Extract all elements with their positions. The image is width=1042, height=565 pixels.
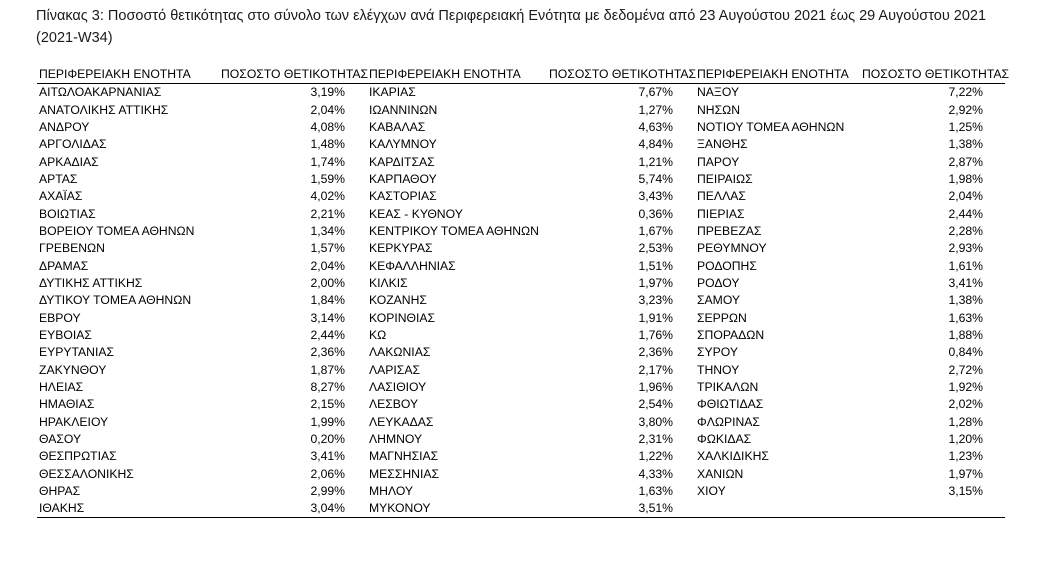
region-name: ΖΑΚΥΝΘΟΥ — [39, 362, 107, 377]
region-name: ΜΕΣΣΗΝΙΑΣ — [369, 466, 440, 481]
positivity-rate: 1,59% — [310, 171, 345, 186]
positivity-rate: 1,74% — [310, 154, 345, 169]
region-name: ΣΥΡΟΥ — [697, 345, 739, 360]
region-name: ΚΕΡΚΥΡΑΣ — [369, 241, 433, 256]
table-row — [37, 344, 1005, 361]
positivity-rate — [860, 500, 1005, 517]
table-row — [37, 326, 1005, 343]
positivity-rate: 2,21% — [310, 206, 345, 221]
region-name: ΘΗΡΑΣ — [39, 484, 81, 499]
region-header: ΠΕΡΙΦΕΡΕΙΑΚΗ ΕΝΟΤΗΤΑ — [37, 66, 219, 84]
positivity-rate: 2,44% — [310, 327, 345, 342]
positivity-rate: 2,02% — [948, 397, 983, 412]
table-row — [37, 118, 1005, 135]
positivity-rate: 1,97% — [948, 466, 983, 481]
positivity-rate: 1,99% — [310, 414, 345, 429]
positivity-rate: 1,67% — [638, 223, 673, 238]
region-name: ΛΑΡΙΣΑΣ — [369, 362, 420, 377]
region-name: ΚΑΒΑΛΑΣ — [369, 119, 426, 134]
positivity-rate: 2,93% — [948, 241, 983, 256]
positivity-rate: 4,84% — [638, 137, 673, 152]
table-row — [37, 257, 1005, 274]
region-name: ΛΕΥΚΑΔΑΣ — [369, 414, 434, 429]
positivity-rate: 2,28% — [948, 223, 983, 238]
positivity-rate: 2,00% — [310, 275, 345, 290]
positivity-rate: 3,51% — [547, 500, 695, 517]
region-name: ΡΟΔΟΥ — [697, 275, 740, 290]
positivity-rate: 1,76% — [638, 327, 673, 342]
positivity-rate: 2,36% — [638, 345, 673, 360]
positivity-rate: 1,63% — [948, 310, 983, 325]
positivity-rate: 1,48% — [310, 137, 345, 152]
positivity-header: ΠΟΣΟΣΤΟ ΘΕΤΙΚΟΤΗΤΑΣ — [219, 66, 367, 84]
header-row — [37, 66, 1005, 84]
positivity-rate: 3,15% — [948, 484, 983, 499]
positivity-rate: 2,36% — [310, 345, 345, 360]
positivity-rate: 1,98% — [948, 171, 983, 186]
region-header: ΠΕΡΙΦΕΡΕΙΑΚΗ ΕΝΟΤΗΤΑ — [695, 66, 860, 84]
positivity-rate: 1,51% — [638, 258, 673, 273]
region-name: ΚΕΦΑΛΛΗΝΙΑΣ — [369, 258, 456, 273]
region-header: ΠΕΡΙΦΕΡΕΙΑΚΗ ΕΝΟΤΗΤΑ — [367, 66, 547, 84]
region-name: ΦΛΩΡΙΝΑΣ — [697, 414, 760, 429]
region-name: ΧΙΟΥ — [697, 484, 726, 499]
region-name: ΘΕΣΠΡΩΤΙΑΣ — [39, 449, 117, 464]
region-name: ΑΡΓΟΛΙΔΑΣ — [39, 137, 107, 152]
positivity-rate: 3,41% — [310, 449, 345, 464]
region-name: ΕΥΒΟΙΑΣ — [39, 327, 92, 342]
positivity-rate: 1,38% — [948, 293, 983, 308]
table-body — [37, 84, 1005, 518]
table-row — [37, 378, 1005, 395]
positivity-rate: 2,17% — [638, 362, 673, 377]
region-name: ΔΡΑΜΑΣ — [39, 258, 89, 273]
region-name — [695, 500, 860, 517]
table-row — [37, 205, 1005, 222]
region-name: ΗΜΑΘΙΑΣ — [39, 397, 95, 412]
positivity-rate: 2,92% — [948, 102, 983, 117]
positivity-rate: 1,25% — [948, 119, 983, 134]
positivity-rate: 1,38% — [948, 137, 983, 152]
positivity-table — [37, 66, 1010, 518]
region-name: ΧΑΛΚΙΔΙΚΗΣ — [697, 449, 769, 464]
positivity-rate: 1,87% — [310, 362, 345, 377]
region-name: ΝΑΞΟΥ — [697, 85, 740, 100]
positivity-rate: 8,27% — [310, 380, 345, 395]
region-name: ΚΕΑΣ - ΚΥΘΝΟΥ — [369, 206, 463, 221]
region-name: ΗΡΑΚΛΕΙΟΥ — [39, 414, 109, 429]
positivity-rate: 3,43% — [638, 189, 673, 204]
region-name: ΚΕΝΤΡΙΚΟΥ ΤΟΜΕΑ ΑΘΗΝΩΝ — [369, 223, 539, 238]
table-caption: Πίνακας 3: Ποσοστό θετικότητας στο σύνολο των ελέγχων ανά Περιφερειακή Ενότητα με δεδομένα από 23 Αυγούστου 2021 έως 29 Αυγούστου 2021 (2021-W34) — [36, 8, 987, 46]
table-row — [37, 136, 1005, 153]
positivity-header: ΠΟΣΟΣΤΟ ΘΕΤΙΚΟΤΗΤΑΣ — [547, 66, 695, 84]
region-name: ΚΙΛΚΙΣ — [369, 275, 408, 290]
table-row — [37, 361, 1005, 378]
region-name: ΘΑΣΟΥ — [39, 432, 82, 447]
region-name: ΝΟΤΙΟΥ ΤΟΜΕΑ ΑΘΗΝΩΝ — [697, 119, 845, 134]
positivity-rate: 3,14% — [310, 310, 345, 325]
region-name: ΤΗΝΟΥ — [697, 362, 740, 377]
region-name: ΘΕΣΣΑΛΟΝΙΚΗΣ — [39, 466, 134, 481]
positivity-rate: 3,19% — [310, 85, 345, 100]
region-name: ΑΝΑΤΟΛΙΚΗΣ ΑΤΤΙΚΗΣ — [39, 102, 169, 117]
region-name: ΚΩ — [369, 327, 387, 342]
region-name: ΙΘΑΚΗΣ — [37, 500, 219, 517]
region-name: ΜΥΚΟΝΟΥ — [367, 500, 547, 517]
positivity-rate: 4,08% — [310, 119, 345, 134]
positivity-rate: 4,63% — [638, 119, 673, 134]
table-row — [37, 240, 1005, 257]
region-name: ΠΙΕΡΙΑΣ — [697, 206, 745, 221]
region-name: ΙΩΑΝΝΙΝΩΝ — [369, 102, 438, 117]
region-name: ΚΑΛΥΜΝΟΥ — [369, 137, 437, 152]
positivity-rate: 1,91% — [638, 310, 673, 325]
region-name: ΑΙΤΩΛΟΑΚΑΡΝΑΝΙΑΣ — [39, 85, 162, 100]
positivity-rate: 3,23% — [638, 293, 673, 308]
positivity-rate: 1,97% — [638, 275, 673, 290]
region-name: ΒΟΡΕΙΟΥ ΤΟΜΕΑ ΑΘΗΝΩΝ — [39, 223, 195, 238]
positivity-rate: 4,02% — [310, 189, 345, 204]
region-name: ΗΛΕΙΑΣ — [39, 380, 84, 395]
region-name: ΞΑΝΘΗΣ — [697, 137, 748, 152]
positivity-rate: 4,33% — [638, 466, 673, 481]
region-name: ΚΑΣΤΟΡΙΑΣ — [369, 189, 437, 204]
region-name: ΣΠΟΡΑΔΩΝ — [697, 327, 765, 342]
region-name: ΛΗΜΝΟΥ — [369, 432, 423, 447]
region-name: ΕΥΡΥΤΑΝΙΑΣ — [39, 345, 115, 360]
positivity-header: ΠΟΣΟΣΤΟ ΘΕΤΙΚΟΤΗΤΑΣ — [860, 66, 1005, 84]
region-name: ΛΑΣΙΘΙΟΥ — [369, 380, 427, 395]
positivity-rate: 2,04% — [310, 258, 345, 273]
table-row — [37, 309, 1005, 326]
region-name: ΑΧΑΪΑΣ — [39, 189, 83, 204]
positivity-rate: 7,67% — [638, 85, 673, 100]
table-row — [37, 222, 1005, 239]
region-name: ΠΕΛΛΑΣ — [697, 189, 746, 204]
positivity-rate: 2,53% — [638, 241, 673, 256]
region-name: ΠΑΡΟΥ — [697, 154, 740, 169]
positivity-rate: 3,80% — [638, 414, 673, 429]
positivity-rate: 1,21% — [638, 154, 673, 169]
positivity-rate: 1,34% — [310, 223, 345, 238]
region-name: ΚΑΡΔΙΤΣΑΣ — [369, 154, 435, 169]
region-name: ΣΕΡΡΩΝ — [697, 310, 747, 325]
positivity-rate: 2,31% — [638, 432, 673, 447]
positivity-rate: 1,96% — [638, 380, 673, 395]
region-name: ΜΗΛΟΥ — [369, 484, 414, 499]
table-row — [37, 413, 1005, 430]
positivity-rate: 1,61% — [948, 258, 983, 273]
region-name: ΜΑΓΝΗΣΙΑΣ — [369, 449, 439, 464]
region-name: ΕΒΡΟΥ — [39, 310, 81, 325]
positivity-rate: 1,22% — [638, 449, 673, 464]
table-row — [37, 482, 1005, 499]
table-row — [37, 500, 1005, 517]
table-row — [37, 188, 1005, 205]
region-name: ΛΕΣΒΟΥ — [369, 397, 419, 412]
positivity-rate: 1,88% — [948, 327, 983, 342]
region-name: ΧΑΝΙΩΝ — [697, 466, 744, 481]
table-row — [37, 292, 1005, 309]
positivity-rate: 7,22% — [948, 85, 983, 100]
positivity-rate: 2,15% — [310, 397, 345, 412]
positivity-rate: 3,41% — [948, 275, 983, 290]
positivity-rate: 1,28% — [948, 414, 983, 429]
positivity-rate: 1,84% — [310, 293, 345, 308]
region-name: ΚΟΖΑΝΗΣ — [369, 293, 427, 308]
region-name: ΤΡΙΚΑΛΩΝ — [697, 380, 759, 395]
region-name: ΑΡΚΑΔΙΑΣ — [39, 154, 99, 169]
region-name: ΡΕΘΥΜΝΟΥ — [697, 241, 767, 256]
table-row — [37, 170, 1005, 187]
positivity-rate: 1,92% — [948, 380, 983, 395]
positivity-rate: 1,23% — [948, 449, 983, 464]
positivity-rate: 2,04% — [948, 189, 983, 204]
table-row — [37, 153, 1005, 170]
region-name: ΙΚΑΡΙΑΣ — [369, 85, 416, 100]
table-row — [37, 84, 1005, 101]
table-row — [37, 448, 1005, 465]
positivity-rate: 0,36% — [638, 206, 673, 221]
positivity-rate: 2,04% — [310, 102, 345, 117]
region-name: ΚΟΡΙΝΘΙΑΣ — [369, 310, 436, 325]
table-row — [37, 430, 1005, 447]
positivity-rate: 2,87% — [948, 154, 983, 169]
table-row — [37, 101, 1005, 118]
region-name: ΒΟΙΩΤΙΑΣ — [39, 206, 96, 221]
table-row — [37, 274, 1005, 291]
region-name: ΝΗΣΩΝ — [697, 102, 741, 117]
region-name: ΣΑΜΟΥ — [697, 293, 741, 308]
region-name: ΠΡΕΒΕΖΑΣ — [697, 223, 762, 238]
positivity-rate: 5,74% — [638, 171, 673, 186]
positivity-rate: 2,72% — [948, 362, 983, 377]
positivity-rate: 3,04% — [219, 500, 367, 517]
region-name: ΦΘΙΩΤΙΔΑΣ — [697, 397, 764, 412]
positivity-rate: 2,99% — [310, 484, 345, 499]
region-name: ΠΕΙΡΑΙΩΣ — [697, 171, 753, 186]
region-name: ΓΡΕΒΕΝΩΝ — [39, 241, 105, 256]
positivity-rate: 0,20% — [310, 432, 345, 447]
region-name: ΦΩΚΙΔΑΣ — [697, 432, 752, 447]
table-row — [37, 465, 1005, 482]
region-name: ΑΝΔΡΟΥ — [39, 119, 90, 134]
region-name: ΛΑΚΩΝΙΑΣ — [369, 345, 431, 360]
region-name: ΚΑΡΠΑΘΟΥ — [369, 171, 437, 186]
positivity-rate: 1,57% — [310, 241, 345, 256]
positivity-rate: 2,44% — [948, 206, 983, 221]
positivity-rate: 1,20% — [948, 432, 983, 447]
positivity-rate: 0,84% — [948, 345, 983, 360]
region-name: ΔΥΤΙΚΗΣ ΑΤΤΙΚΗΣ — [39, 275, 143, 290]
region-name: ΡΟΔΟΠΗΣ — [697, 258, 757, 273]
positivity-rate: 1,63% — [638, 484, 673, 499]
positivity-rate: 2,54% — [638, 397, 673, 412]
positivity-rate: 1,27% — [638, 102, 673, 117]
region-name: ΔΥΤΙΚΟΥ ΤΟΜΕΑ ΑΘΗΝΩΝ — [39, 293, 192, 308]
table-row — [37, 396, 1005, 413]
region-name: ΑΡΤΑΣ — [39, 171, 78, 186]
positivity-rate: 2,06% — [310, 466, 345, 481]
